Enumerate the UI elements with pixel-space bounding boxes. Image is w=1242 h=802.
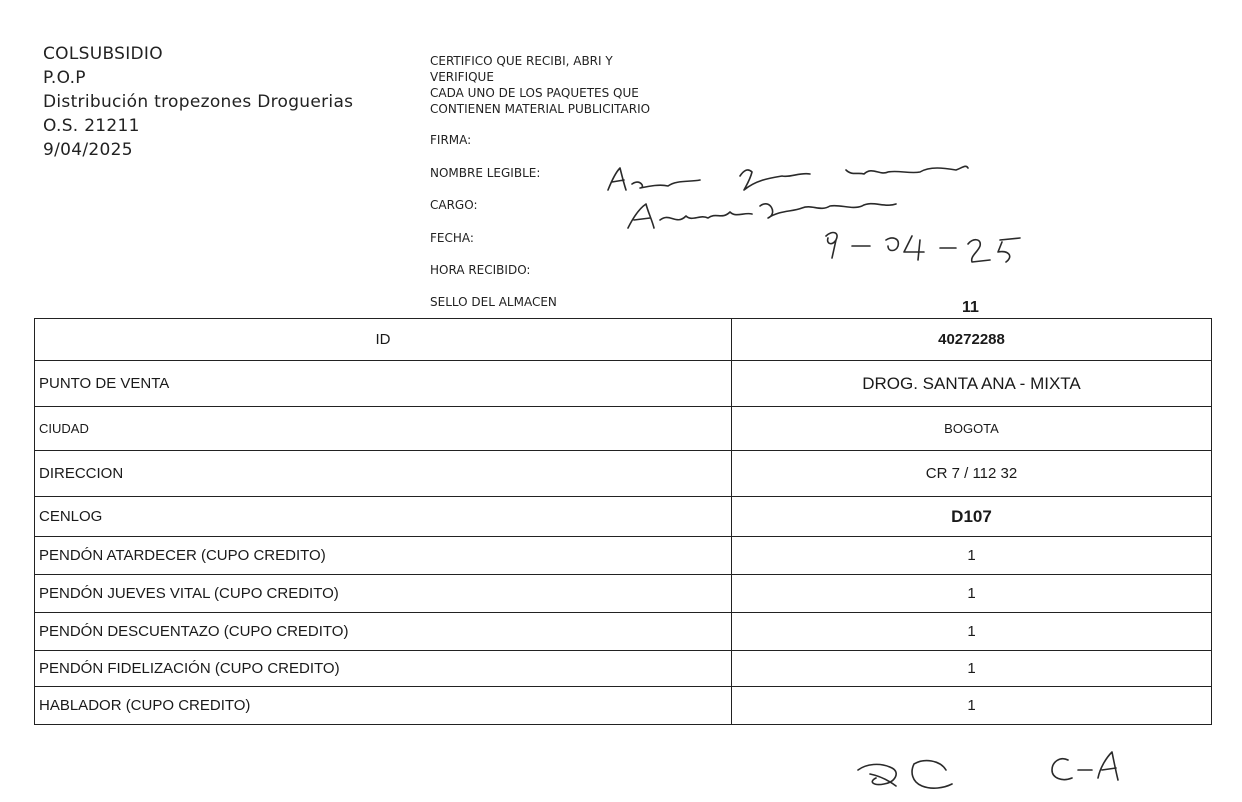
table-row: [35, 497, 1212, 537]
page-number: 11: [962, 299, 979, 316]
row-label: ID: [35, 319, 732, 361]
row-label: PENDÓN FIDELIZACIÓN (CUPO CREDITO): [35, 651, 732, 687]
certification-statement: [430, 53, 650, 117]
row-label: CIUDAD: [35, 407, 732, 451]
table-row: [35, 319, 1212, 361]
certification-line: CERTIFICO QUE RECIBI, ABRI Y: [430, 54, 613, 68]
firma-label: FIRMA:: [430, 133, 472, 147]
row-value: CR 7 / 112 32: [732, 451, 1212, 497]
row-value: DROG. SANTA ANA - MIXTA: [732, 361, 1212, 407]
row-value: 1: [732, 537, 1212, 575]
handwritten-name-signature: [608, 166, 968, 190]
handwritten-initials-ca: [1052, 752, 1118, 780]
row-label: PUNTO DE VENTA: [35, 361, 732, 407]
row-label: PENDÓN JUEVES VITAL (CUPO CREDITO): [35, 575, 732, 613]
table-row: [35, 407, 1212, 451]
row-value: 1: [732, 651, 1212, 687]
table-row: [35, 451, 1212, 497]
table-row: [35, 613, 1212, 651]
row-label: PENDÓN ATARDECER (CUPO CREDITO): [35, 537, 732, 575]
table-row: [35, 537, 1212, 575]
row-label: HABLADOR (CUPO CREDITO): [35, 687, 732, 725]
service-order: O.S. 21211: [43, 116, 140, 136]
handwritten-date: [826, 233, 1020, 262]
certification-line: CONTIENEN MATERIAL PUBLICITARIO: [430, 102, 651, 116]
document-date: 9/04/2025: [43, 140, 133, 160]
sello-almacen-label: SELLO DEL ALMACEN: [430, 295, 557, 309]
certification-line: CADA UNO DE LOS PAQUETES QUE: [430, 86, 639, 100]
fecha-label: FECHA:: [430, 231, 474, 245]
nombre-legible-label: NOMBRE LEGIBLE:: [430, 166, 541, 180]
row-label: DIRECCION: [35, 451, 732, 497]
company-header: [43, 42, 353, 162]
table-row: [35, 575, 1212, 613]
row-value: 1: [732, 575, 1212, 613]
document-subject: Distribución tropezones Droguerias: [43, 92, 354, 112]
row-value: 1: [732, 687, 1212, 725]
delivery-items-table: [34, 318, 1212, 725]
row-value: 1: [732, 613, 1212, 651]
handwritten-initials-dc: [858, 761, 952, 789]
handwritten-cargo: [628, 204, 896, 228]
row-label: CENLOG: [35, 497, 732, 537]
table-row: [35, 651, 1212, 687]
row-value: 40272288: [732, 319, 1212, 361]
table-row: [35, 361, 1212, 407]
certification-line: VERIFIQUE: [430, 70, 494, 84]
row-label: PENDÓN DESCUENTAZO (CUPO CREDITO): [35, 613, 732, 651]
hora-recibido-label: HORA RECIBIDO:: [430, 263, 531, 277]
row-value: D107: [732, 497, 1212, 537]
department: P.O.P: [43, 68, 86, 88]
company-name: COLSUBSIDIO: [43, 44, 163, 64]
cargo-label: CARGO:: [430, 198, 478, 212]
row-value: BOGOTA: [732, 407, 1212, 451]
table-row: [35, 687, 1212, 725]
